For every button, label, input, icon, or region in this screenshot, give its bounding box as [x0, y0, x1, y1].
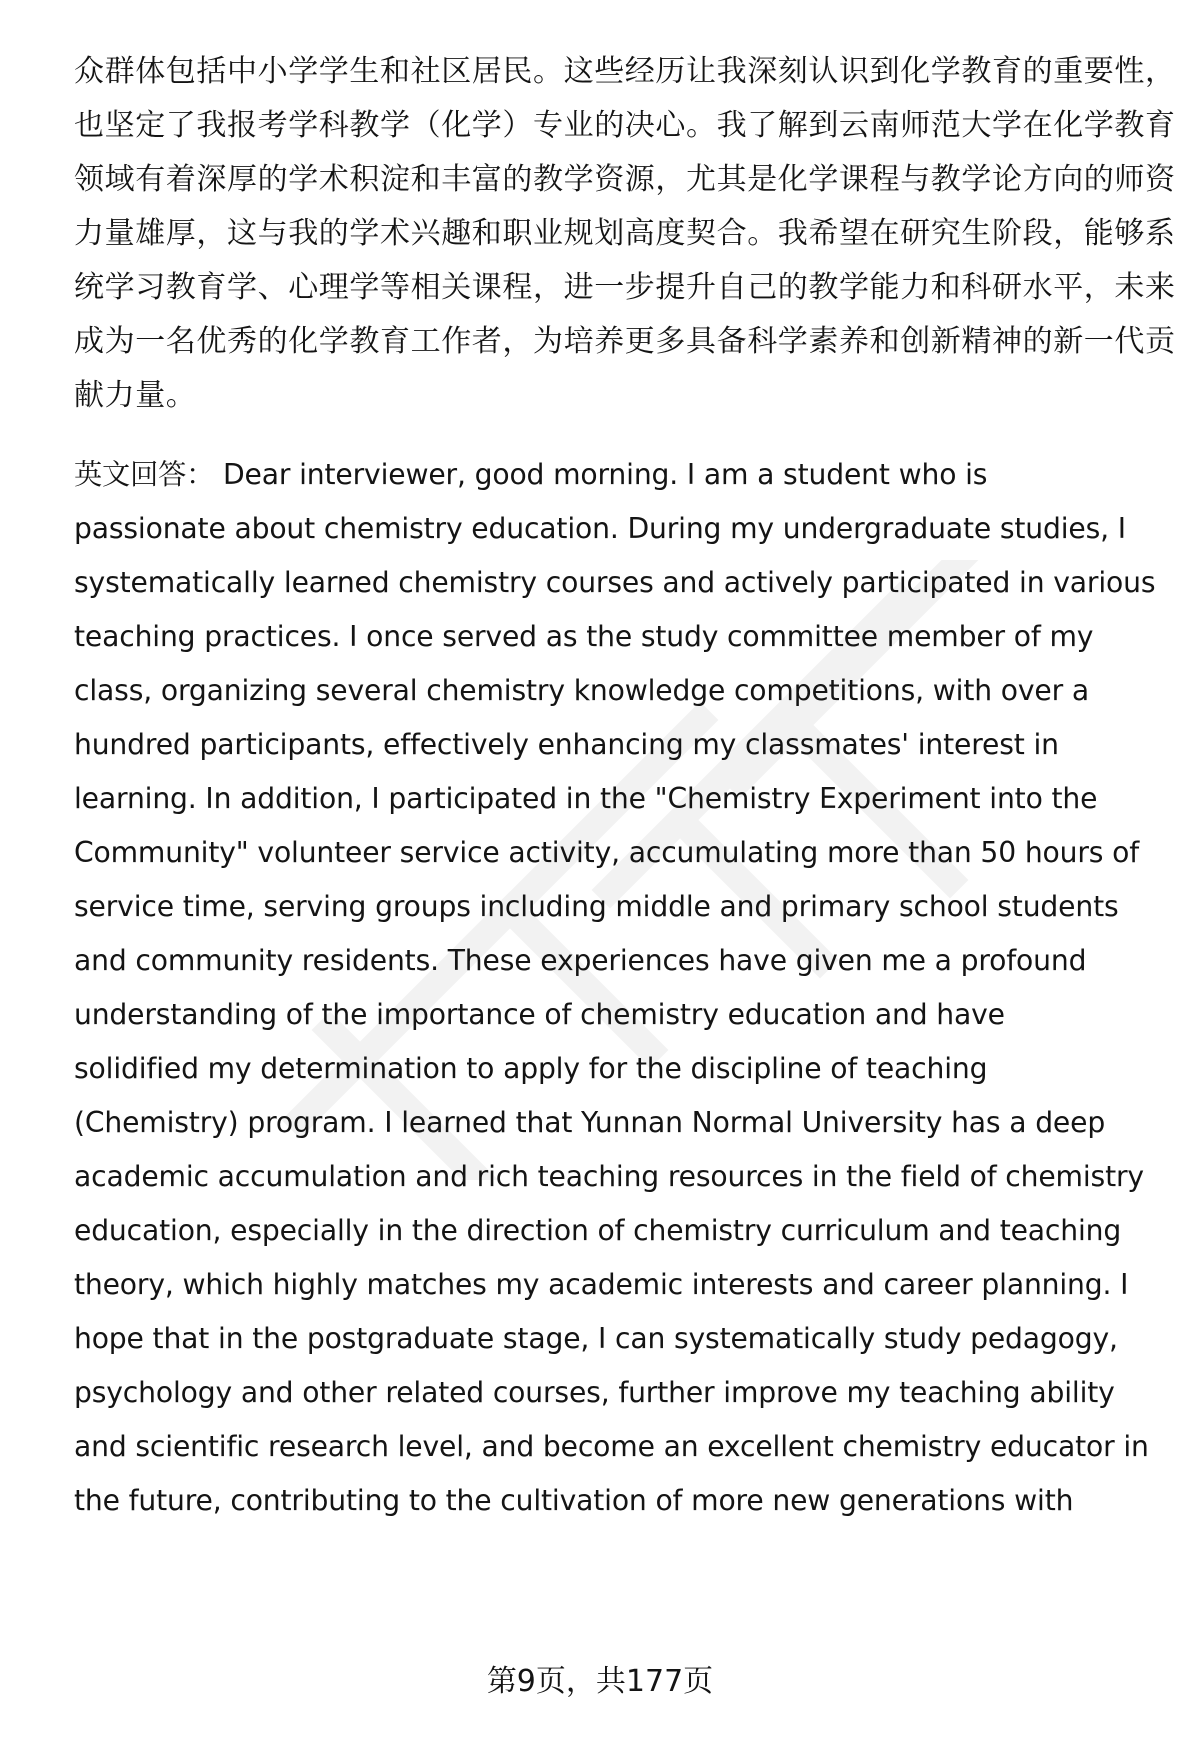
text-line-1: 众群体包括中小学学生和社区居民。这些经历让我深刻认识到化学教育的重要性， [74, 54, 1176, 89]
text-line-17: and community residents. These experiences have given me a profound [74, 944, 1087, 977]
text-line-7: 献力量。 [74, 378, 197, 413]
text-line-21: academic accumulation and rich teaching resources in the field of chemistry [74, 1160, 1144, 1193]
text-line-24: hope that in the postgraduate stage, I can systematically study pedagogy, [74, 1322, 1118, 1355]
text-line-8: 英文回答： Dear interviewer, good morning. I am a student who is [74, 458, 988, 491]
text-line-25: psychology and other related courses, further improve my teaching ability [74, 1376, 1115, 1409]
text-line-3: 领域有着深厚的学术积淀和丰富的教学资源，尤其是化学课程与教学论方向的师资 [74, 162, 1176, 197]
text-line-4: 力量雄厚，这与我的学术兴趣和职业规划高度契合。我希望在研究生阶段，能够系 [74, 216, 1176, 251]
text-line-16: service time, serving groups including middle and primary school students [74, 890, 1119, 923]
text-line-11: teaching practices. I once served as the study committee member of my [74, 620, 1094, 653]
text-line-14: learning. In addition, I participated in the "Chemistry Experiment into the [74, 782, 1098, 815]
text-line-10: systematically learned chemistry courses and actively participated in various [74, 566, 1156, 599]
text-line-9: passionate about chemistry education. During my undergraduate studies, I [74, 512, 1126, 545]
text-line-12: class, organizing several chemistry knowledge competitions, with over a [74, 674, 1089, 707]
page-number: 第9页，共177页 [486, 1664, 714, 1699]
text-line-22: education, especially in the direction of chemistry curriculum and teaching [74, 1214, 1122, 1247]
text-line-26: and scientific research level, and become an excellent chemistry educator in [74, 1430, 1149, 1463]
text-line-2: 也坚定了我报考学科教学（化学）专业的决心。我了解到云南师范大学在化学教育 [74, 108, 1176, 143]
text-line-6: 成为一名优秀的化学教育工作者，为培养更多具备科学素养和创新精神的新一代贡 [74, 324, 1176, 359]
text-line-15: Community" volunteer service activity, accumulating more than 50 hours of [74, 836, 1139, 869]
text-line-27: the future, contributing to the cultivation of more new generations with [74, 1484, 1074, 1517]
text-line-19: solidified my determination to apply for the discipline of teaching [74, 1052, 988, 1085]
text-line-5: 统学习教育学、心理学等相关课程，进一步提升自己的教学能力和科研水平，未来 [74, 270, 1176, 305]
text-line-13: hundred participants, effectively enhancing my classmates' interest in [74, 728, 1059, 761]
text-line-20: (Chemistry) program. I learned that Yunnan Normal University has a deep [74, 1106, 1106, 1139]
text-line-23: theory, which highly matches my academic interests and career planning. I [74, 1268, 1129, 1301]
text-line-18: understanding of the importance of chemistry education and have [74, 998, 1005, 1031]
